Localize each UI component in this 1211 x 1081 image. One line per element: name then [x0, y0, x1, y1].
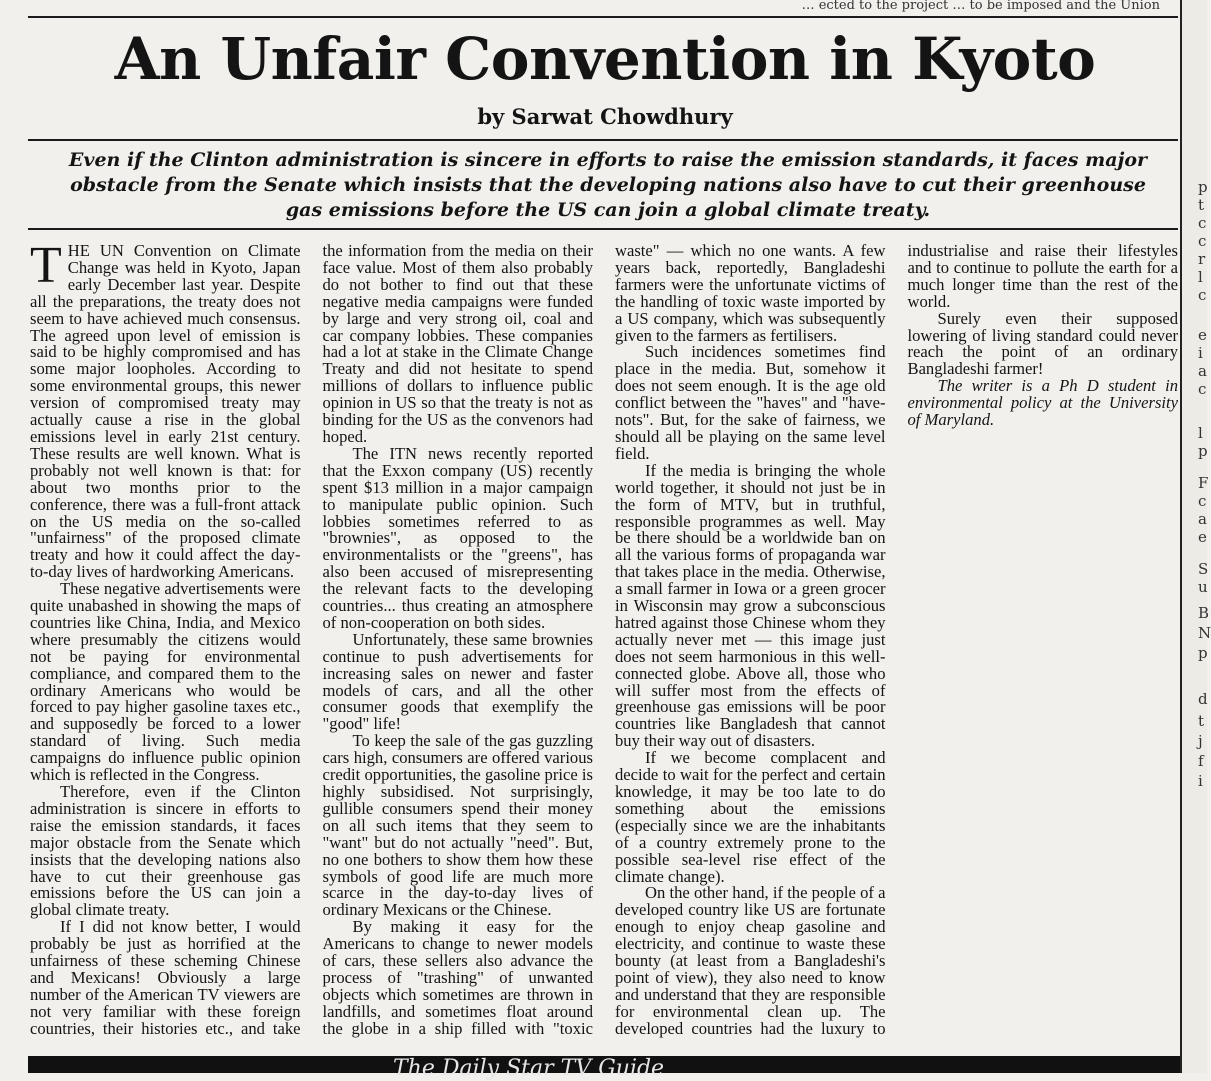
top-rule [28, 16, 1178, 18]
body-paragraph: The ITN news recently reported that the Exxon company (US) recently spent $13 million in a major campaign to manipulate public opinion. Such lobbies sometimes referred to as "brownies", as opposed to the environmentalists or the "greens", has also been accused of misrepresenting the relevant facts to the developing countries... thus creating an atmosphere of non-cooperation on both sides. [322, 443, 593, 632]
adjacent-column-edge [1180, 0, 1211, 1073]
edge-fragment: a [1198, 362, 1207, 380]
edge-fragment: c [1198, 232, 1207, 250]
edge-fragment: d [1198, 690, 1208, 708]
edge-fragment: j [1198, 732, 1203, 750]
body-paragraph: Surely even their supposed lowering of living standard could never reach the point of an ordinary Bangladeshi farmer! [907, 308, 1178, 379]
article-body [30, 237, 1178, 1043]
body-paragraph: Unfortunately, these same brownies continue to push advertisements for increasing sales on newer and faster models of cars, and all the other consumer goods that exemplify the "good" life! [322, 629, 593, 734]
edge-fragment: c [1198, 214, 1207, 232]
edge-fragment: t [1198, 712, 1205, 730]
deck-summary: Even if the Clinton administration is sincere in efforts to raise the emission standards, it faces major obstacle from the Senate which insists that the developing nations also have to cut their greenhouse gas emissions before the US can join a global climate treaty. [68, 149, 1148, 221]
edge-fragment: a [1198, 510, 1207, 528]
edge-fragment: u [1198, 578, 1208, 596]
edge-fragment: c [1198, 492, 1207, 510]
deck-top-rule [28, 139, 1178, 141]
edge-fragment: N [1198, 624, 1211, 642]
edge-fragment: t [1198, 196, 1205, 214]
paragraph-text: HE UN Convention on Climate Change was held in Kyoto, Japan early December last year. Despite all the preparations, the treaty does not seem to have achieved much consensus. The agreed upon level of emission is said to be highly compromised and has some major loopholes. According to some environmental groups, this newer version of compromised treaty may actually cause a rise in the global emissions level in early 21st century. These results are well known. What is probably not well known is that: for about two months prior to the conference, there was a full-front attack on the US media on the so-called "unfairness" of the proposed climate treaty and how it could affect the day-to-day lives of hardworking Americans. [30, 241, 301, 582]
edge-fragment: p [1198, 178, 1208, 196]
edge-fragment: c [1198, 380, 1207, 398]
edge-fragment: c [1198, 286, 1207, 304]
masthead-text: The Daily Star TV Guide [393, 1056, 665, 1081]
edge-fragment: i [1198, 344, 1203, 362]
edge-fragment: F [1198, 474, 1209, 492]
body-paragraph: Therefore, even if the Clinton administration is sincere in efforts to raise the emission standards, it faces major obstacle from the Senate which insists that the developing nations also have to cut their greenhouse gas emissions before the US can join a global climate treaty. [30, 782, 301, 920]
edge-fragment: r [1198, 250, 1206, 268]
edge-fragment: p [1198, 442, 1208, 460]
edge-fragment: e [1198, 326, 1207, 344]
author-note: The writer is a Ph D student in environmental policy at the University of Maryland. [907, 376, 1178, 430]
body-paragraph: These negative advertisements were quite unabashed in showing the maps of countries like China, India, and Mexico where presumably the citizens would not be paying for environmental compliance, and compared them to the ordinary Americans who would be forced to pay higher gasoline taxes etc., and supposedly be forced to a lower standard of living. Such media campaigns do influence public opinion which is reflected in the Congress. [30, 579, 301, 785]
next-section-masthead [28, 1056, 1180, 1081]
body-paragraph: To keep the sale of the gas guzzling cars high, consumers are offered various credit opportunities, the gasoline price is highly subsidised. Not surprisingly, gullible consumers spend their money on all such items that they seem to "want" but do not actually "need". But, no one bothers to show them how these symbols of good life are much more scarce in the day-to-day lives of ordinary Mexicans or the Chinese. [322, 731, 593, 920]
body-paragraph: If the media is bringing the whole world together, it should not just be in the form of MTV, but in truthful, responsible programmes as well. May be there should be a worldwide ban on all the various forms of propaganda war that takes place in the media. Otherwise, a small farmer in Iowa or a green grocer in Wisconsin may grow a subconscious hatred against those Chinese whom they actually never met — this image just does not seem harmonious in this well-connected globe. Above all, those who will suffer most from the effects of greenhouse gas emissions will be poor countries like Bangladesh that cannot buy their way out of disasters. [615, 460, 886, 751]
edge-fragment: f [1198, 752, 1204, 770]
edge-fragment: e [1198, 528, 1207, 546]
body-paragraph: On the other hand, if the people of a developed country like US are fortunate enough to enjoy cheap gasoline and electricity, and continue to waste these bounty (at least from a Bangladeshi's point of view), they also need to know and understand that they are responsible for environmental clean up. The developed countries had the luxury to industrialise and raise their lifestyles and to continue to pollute the earth for a much longer time than the rest of the world. [615, 241, 1178, 1038]
edge-fragment: l [1198, 268, 1203, 286]
edge-fragment: l [1198, 424, 1203, 442]
byline: by Sarwat Chowdhury [477, 104, 733, 129]
body-paragraph: Such incidences sometimes find place in the media. But, somehow it does not seem enough. It is the age old conflict between the "haves" and "have-nots". But, for the sake of fairness, we should all be playing on the same level field. [615, 342, 886, 463]
body-paragraph [30, 237, 301, 582]
edge-fragment: i [1198, 772, 1203, 790]
body-paragraph: If we become complacent and decide to wait for the perfect and certain knowledge, it may be too late to do something about the emissions (especially since we are the inhabitants of a country extremely prone to the possible sea-level rise effect of the climate change). [615, 748, 886, 886]
edge-fragment: B [1198, 604, 1210, 622]
drop-cap: T [30, 237, 62, 294]
body-paragraph: If I did not know better, I would probably be just as horrified at the unfairness of these scheming Chinese and Mexicans! Obviously a large number of the American TV viewers are not very familiar with these foreign countries, their histories etc., and take the information from the media on their face value. Most of them also probably do not bother to find out that these negative media campaigns were funded by large and very strong oil, coal and car company lobbies. These companies had a lot at stake in the Climate Change Treaty and did not hesitate to spend millions of dollars to influence public opinion in US so that the treaty is not as binding for the US as the convenors had hoped. [30, 241, 593, 1038]
edge-fragment: S [1198, 560, 1209, 578]
body-paragraph: By making it easy for the Americans to change to newer models of cars, these sellers also advance the process of "trashing" of unwanted objects which sometimes are thrown in landfills, and sometimes float around the globe in a ship filled with "toxic waste" — which no one wants. A few years back, reportedly, Bangladeshi farmers were the unfortunate victims of the handling of toxic waste imported by a US company, which was subsequently given to the farmers as fertilisers. [322, 241, 886, 1038]
deck-bottom-rule [28, 228, 1178, 230]
previous-story-fragment: … ected to the project … to be imposed and the Union [801, 0, 1160, 13]
edge-fragment: p [1198, 644, 1208, 662]
headline: An Unfair Convention in Kyoto [114, 25, 1096, 93]
